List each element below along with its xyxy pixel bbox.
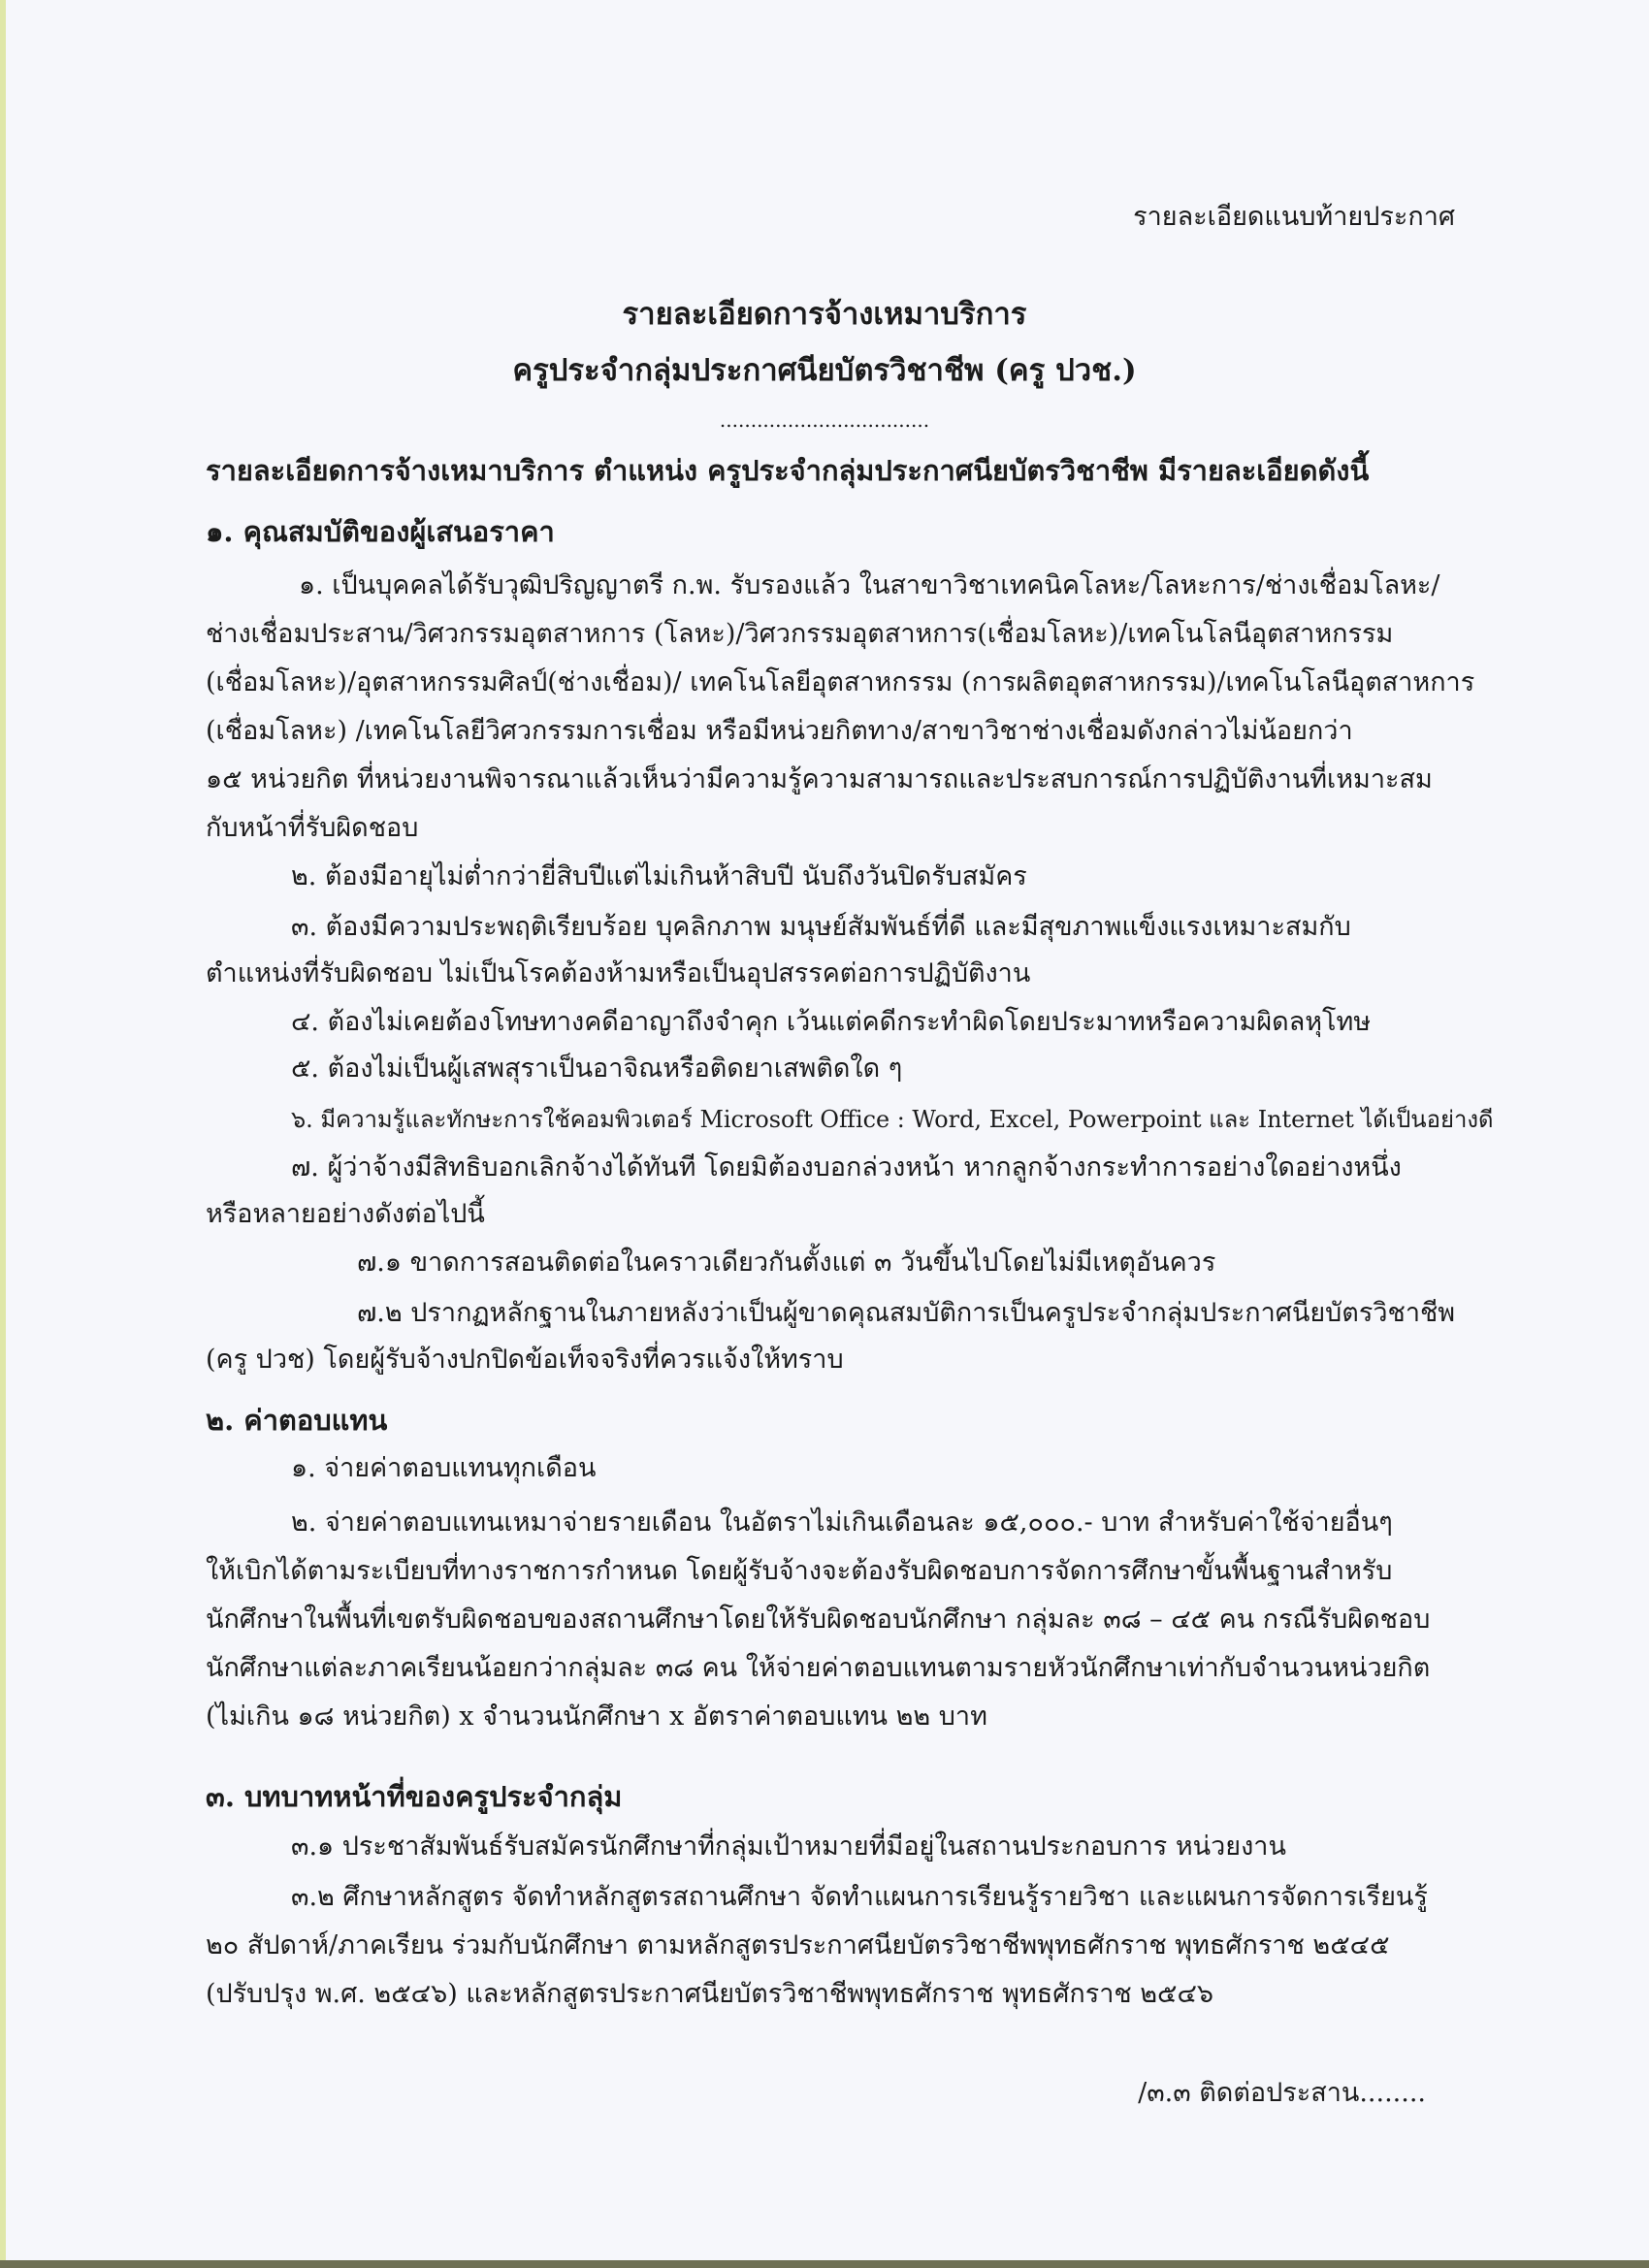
- section-2-item-1: ๑. จ่ายค่าตอบแทนทุกเดือน: [291, 1453, 597, 1483]
- section-2-item-2-line-4: นักศึกษาแต่ละภาคเรียนน้อยกว่ากลุ่มละ ๓๘ คน ให้จ่ายค่าตอบแทนตามรายหัวนักศึกษาเท่ากับจำนวนหน่วยกิต: [206, 1653, 1431, 1683]
- section-1-item-1-line-2: ช่างเชื่อมประสาน/วิศวกรรมอุตสาหการ (โลหะ)/วิศวกรรมอุตสาหการ(เชื่อมโลหะ)/เทคโนโลนีอุตสาหกรรม: [206, 619, 1394, 649]
- section-2-item-2-line-1: ๒. จ่ายค่าตอบแทนเหมาจ่ายรายเดือน ในอัตราไม่เกินเดือนละ ๑๕,๐๐๐.- บาท สำหรับค่าใช้จ่ายอื่นๆ: [291, 1507, 1393, 1538]
- section-1-item-1-line-5: ๑๕ หน่วยกิต ที่หน่วยงานพิจารณาแล้วเห็นว่ามีความรู้ความสามารถและประสบการณ์การปฏิบัติงานที่เหมาะสม: [206, 764, 1433, 794]
- section-3-item-2-line-1: ๓.๒ ศึกษาหลักสูตร จัดทำหลักสูตรสถานศึกษา จัดทำแผนการเรียนรู้รายวิชา และแผนการจัดการเรียนรู้: [291, 1882, 1428, 1912]
- section-1-item-3-line-2: ตำแหน่งที่รับผิดชอบ ไม่เป็นโรคต้องห้ามหรือเป็นอุปสรรคต่อการปฏิบัติงาน: [206, 958, 1031, 988]
- section-2-heading: ๒. ค่าตอบแทน: [206, 1404, 388, 1437]
- section-1-item-1-line-1: ๑. เป็นบุคคลได้รับวุฒิปริญญาตรี ก.พ. รับรองแล้ว ในสาขาวิชาเทคนิคโลหะ/โลหะการ/ช่างเชื่อมโลหะ/: [299, 570, 1440, 600]
- section-1-item-6: ๖. มีความรู้และทักษะการใช้คอมพิวเตอร์ Microsoft Office : Word, Excel, Powerpoint และ Internet ได้เป็นอย่างดี: [291, 1106, 1494, 1133]
- section-1-item-7-2-line-2: (ครู ปวช) โดยผู้รับจ้างปกปิดข้อเท็จจริงที่ควรแจ้งให้ทราบ: [206, 1345, 844, 1375]
- section-1-item-7-line-1: ๗. ผู้ว่าจ้างมีสิทธิบอกเลิกจ้างได้ทันที โดยมิต้องบอกล่วงหน้า หากลูกจ้างกระทำการอย่างใดอย่างหนึ่ง: [291, 1152, 1402, 1183]
- title-divider: ..................................: [719, 408, 930, 432]
- section-1-item-7-line-2: หรือหลายอย่างดังต่อไปนี้: [206, 1199, 485, 1229]
- section-2-item-2-line-2: ให้เบิกได้ตามระเบียบที่ทางราชการกำหนด โดยผู้รับจ้างจะต้องรับผิดชอบการจัดการศึกษาขั้นพื้นฐานสำหรับ: [206, 1556, 1393, 1586]
- section-2-item-2-line-5: (ไม่เกิน ๑๘ หน่วยกิต) x จำนวนนักศึกษา x อัตราค่าตอบแทน ๒๒ บาท: [206, 1701, 987, 1732]
- section-3-item-1: ๓.๑ ประชาสัมพันธ์รับสมัครนักศึกษาที่กลุ่มเป้าหมายที่มีอยู่ในสถานประกอบการ หน่วยงาน: [291, 1831, 1286, 1862]
- scan-edge-left: [0, 0, 6, 2268]
- section-1-item-7-2-line-1: ๗.๒ ปรากฏหลักฐานในภายหลังว่าเป็นผู้ขาดคุณสมบัติการเป็นครูประจำกลุ่มประกาศนียบัตรวิชาชีพ: [357, 1298, 1456, 1328]
- scan-edge-bottom: [0, 2260, 1649, 2268]
- title-line-2: ครูประจำกลุ่มประกาศนียบัตรวิชาชีพ (ครู ปวช.): [512, 353, 1137, 388]
- section-1-heading: ๑. คุณสมบัติของผู้เสนอราคา: [206, 515, 555, 548]
- section-1-item-4: ๔. ต้องไม่เคยต้องโทษทางคดีอาญาถึงจำคุก เว้นแต่คดีกระทำผิดโดยประมาทหรือความผิดลหุโทษ: [291, 1007, 1372, 1037]
- header-note: รายละเอียดแนบท้ายประกาศ: [1133, 202, 1455, 232]
- section-1-item-2: ๒. ต้องมีอายุไม่ต่ำกว่ายี่สิบปีแต่ไม่เกินห้าสิบปี นับถึงวันปิดรับสมัคร: [291, 861, 1027, 891]
- section-1-item-5: ๕. ต้องไม่เป็นผู้เสพสุราเป็นอาจิณหรือติดยาเสพติดใด ๆ: [291, 1053, 903, 1084]
- intro-text: รายละเอียดการจ้างเหมาบริการ ตำแหน่ง ครูประจำกลุ่มประกาศนียบัตรวิชาชีพ มีรายละเอียดดังนี้: [206, 454, 1370, 487]
- section-3-item-2-line-2: ๒๐ สัปดาห์/ภาคเรียน ร่วมกับนักศึกษา ตามหลักสูตรประกาศนียบัตรวิชาชีพพุทธศักราช พุทธศักราช ๒๕๔๕: [206, 1930, 1390, 1960]
- section-1-item-1-line-3: (เชื่อมโลหะ)/อุตสาหกรรมศิลป์(ช่างเชื่อม)/ เทคโนโลยีอุตสาหกรรม (การผลิตอุตสาหกรรม)/เทคโนโลนีอุตสาหการ: [206, 667, 1475, 697]
- section-1-item-1-line-4: (เชื่อมโลหะ) /เทคโนโลยีวิศวกรรมการเชื่อม หรือมีหน่วยกิตทาง/สาขาวิชาช่างเชื่อมดังกล่าวไม่น้อยกว่า: [206, 716, 1353, 746]
- section-1-item-3-line-1: ๓. ต้องมีความประพฤติเรียบร้อย บุคลิกภาพ มนุษย์สัมพันธ์ที่ดี และมีสุขภาพแข็งแรงเหมาะสมกับ: [291, 912, 1351, 942]
- footer-continuation: /๓.๓ ติดต่อประสาน........: [1138, 2078, 1426, 2108]
- title-line-1: รายละเอียดการจ้างเหมาบริการ: [622, 297, 1027, 332]
- section-2-item-2-line-3: นักศึกษาในพื้นที่เขตรับผิดชอบของสถานศึกษาโดยให้รับผิดชอบนักศึกษา กลุ่มละ ๓๘ – ๔๕ คน กรณีรับผิดชอบ: [206, 1604, 1431, 1635]
- section-3-item-2-line-3: (ปรับปรุง พ.ศ. ๒๕๔๖) และหลักสูตรประกาศนียบัตรวิชาชีพพุทธศักราช พุทธศักราช ๒๕๔๖: [206, 1979, 1214, 2009]
- section-3-heading: ๓. บทบาทหน้าที่ของครูประจำกลุ่ม: [206, 1780, 623, 1813]
- section-1-item-7-1: ๗.๑ ขาดการสอนติดต่อในคราวเดียวกันตั้งแต่ ๓ วันขึ้นไปโดยไม่มีเหตุอันควร: [357, 1247, 1216, 1278]
- section-1-item-1-line-6: กับหน้าที่รับผิดชอบ: [206, 813, 419, 843]
